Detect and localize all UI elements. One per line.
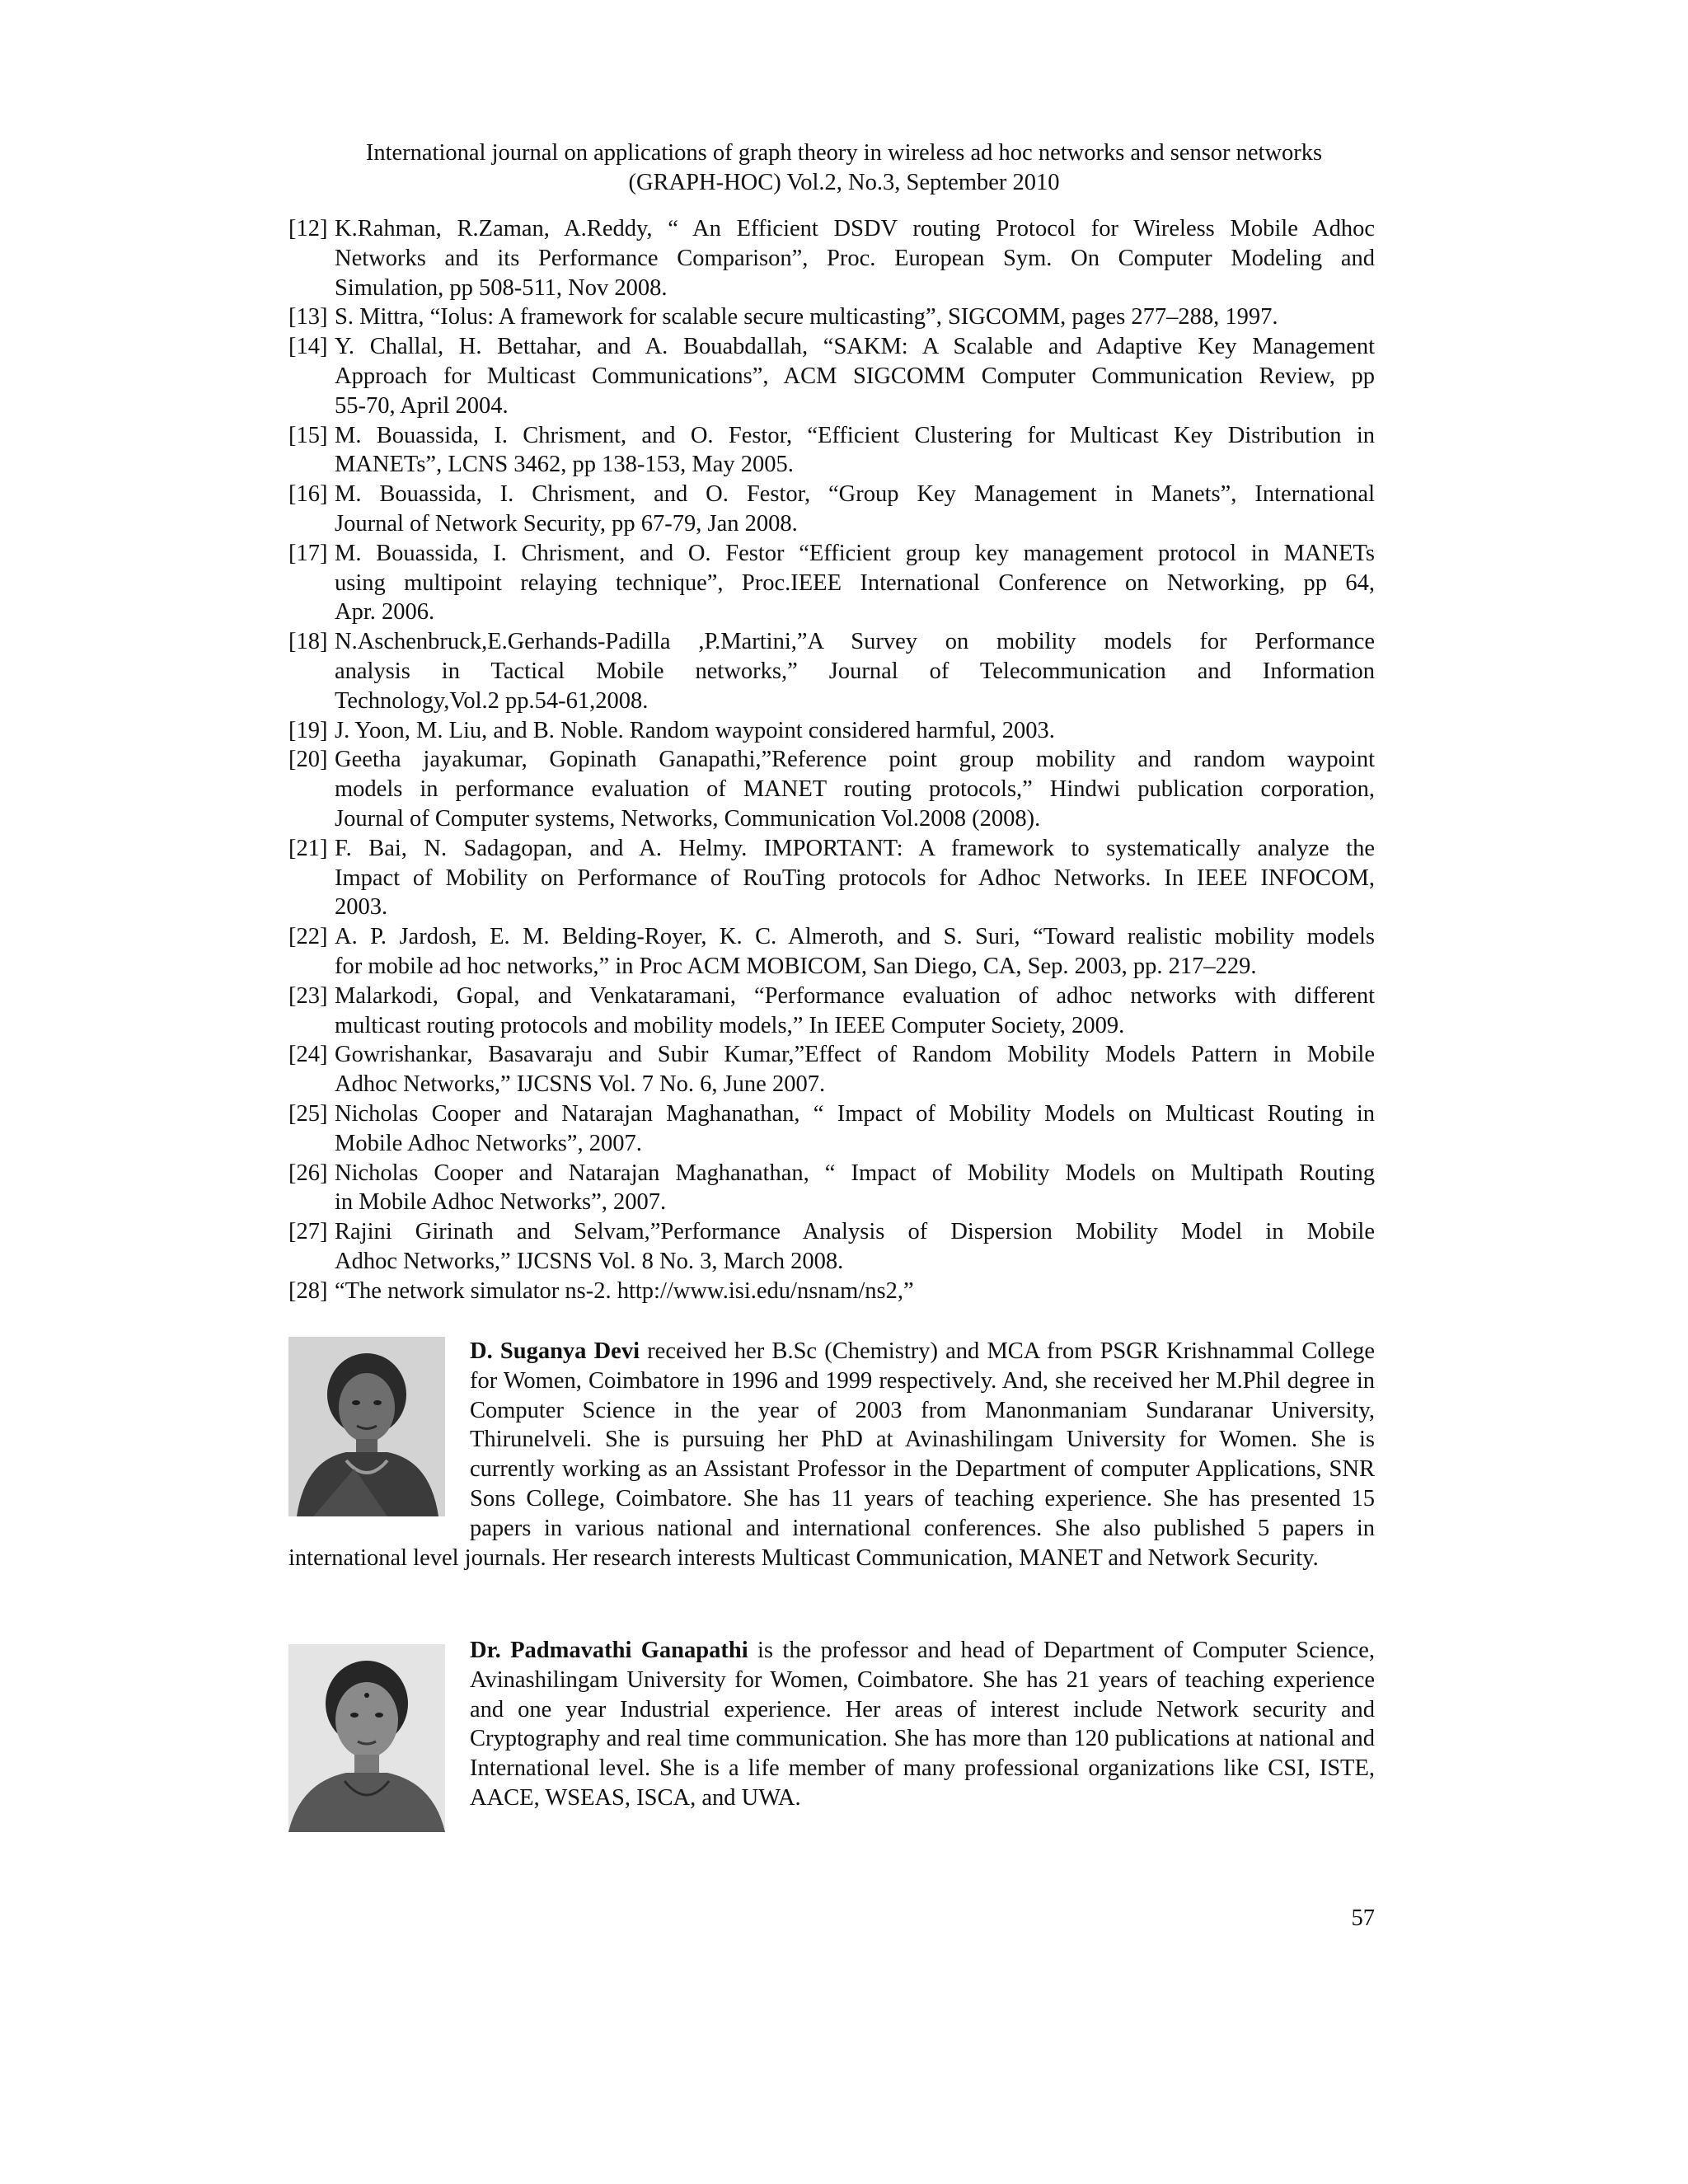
reference-text [335, 1159, 1375, 1218]
author-bio-text-2: is the professor and head of Department of Computer Science, Avinashilingam University for Women, Coimbatore. She has 21 years of teaching experience and one year Industrial experience. Her areas of interest include Network security and Cryptography and real time communication. She has more than 120 publications at national and International level. She is a life member of many professional organizations like CSI, ISTE, AACE, WSEAS, ISCA, and UWA. [470, 1638, 1375, 1811]
reference-line: Apr. 2006. [335, 599, 435, 626]
reference-line: Networks and its Performance Comparison”, Proc. European Sym. On Computer Modeling and [335, 245, 1375, 271]
author-bio-text-1: received her B.Sc (Chemistry) and MCA from PSGR Krishnammal College for Women, Coimbatore in 1996 and 1999 respectively. And, she received her M.Phil degree in Computer Science in the year of 2003 from Manonmaniam Sundaranar University, Thirunelveli. She is pursuing her PhD at Avinashilingam University for Women. She is currently working as an Assistant Professor in the Department of computer Applications, SNR Sons College, Coimbatore. She has 11 years of teaching experience. She has presented 15 papers in various national and international conferences. She also published 5 papers in international level journals. Her research interests Multicast Communication, MANET and Network Security. [288, 1338, 1375, 1571]
reference-number: [27] [288, 1219, 328, 1245]
reference-text [335, 745, 1375, 833]
reference-item [288, 745, 1375, 833]
reference-line: MANETs”, LCNS 3462, pp 138-153, May 2005. [335, 452, 794, 478]
reference-line: multicast routing protocols and mobility models,” In IEEE Computer Society, 2009. [335, 1012, 1125, 1038]
reference-list [288, 214, 1375, 1305]
reference-item [288, 421, 1375, 480]
reference-item [288, 332, 1375, 420]
reference-item [288, 834, 1375, 922]
journal-header-line1: International journal on applications of graph theory in wireless ad hoc networks and sensor networks [365, 140, 1323, 166]
reference-line: Simulation, pp 508-511, Nov 2008. [335, 274, 668, 301]
reference-line: M. Bouassida, I. Chrisment, and O. Festor, “Group Key Management in Manets”, International [335, 481, 1375, 508]
reference-text [335, 214, 1375, 302]
reference-number: [19] [288, 717, 328, 743]
reference-item [288, 539, 1375, 627]
reference-item [288, 982, 1375, 1041]
author-name-1: D. Suganya Devi [470, 1338, 640, 1364]
author-photo-2 [288, 1644, 445, 1832]
reference-text [335, 539, 1375, 627]
reference-line: N.Aschenbruck,E.Gerhands-Padilla ,P.Martini,”A Survey on mobility models for Performance [335, 629, 1375, 655]
reference-line: Gowrishankar, Basavaraju and Subir Kumar,”Effect of Random Mobility Models Pattern in Mobile [335, 1042, 1375, 1068]
reference-number: [28] [288, 1277, 328, 1304]
reference-item [288, 922, 1375, 982]
reference-number: [17] [288, 540, 328, 566]
reference-item [288, 1099, 1375, 1159]
reference-line: Impact of Mobility on Performance of RouTing protocols for Adhoc Networks. In IEEE INFOCOM, [335, 865, 1375, 891]
author-bio-1 [288, 1337, 1375, 1572]
reference-number: [24] [288, 1042, 328, 1068]
reference-line: Approach for Multicast Communications”, ACM SIGCOMM Computer Communication Review, pp [335, 363, 1375, 389]
reference-line: analysis in Tactical Mobile networks,” Journal of Telecommunication and Information [335, 658, 1375, 684]
reference-line: using multipoint relaying technique”, Proc.IEEE International Conference on Networking, pp 64, [335, 569, 1375, 596]
reference-line: Adhoc Networks,” IJCSNS Vol. 8 No. 3, March 2008. [335, 1248, 844, 1274]
reference-line: J. Yoon, M. Liu, and B. Noble. Random waypoint considered harmful, 2003. [335, 717, 1055, 743]
reference-line: S. Mittra, “Iolus: A framework for scalable secure multicasting”, SIGCOMM, pages 277–288, 1997. [335, 304, 1278, 330]
reference-line: Nicholas Cooper and Natarajan Maghanathan, “ Impact of Mobility Models on Multipath Routing [335, 1160, 1375, 1186]
reference-text [335, 982, 1375, 1041]
reference-text [335, 421, 1375, 480]
reference-text [335, 922, 1375, 982]
reference-item [288, 627, 1375, 715]
reference-line: for mobile ad hoc networks,” in Proc ACM MOBICOM, San Diego, CA, Sep. 2003, pp. 217–229. [335, 953, 1257, 979]
reference-text [335, 332, 1375, 420]
reference-number: [20] [288, 747, 328, 773]
reference-item [288, 1040, 1375, 1099]
reference-text [335, 1277, 1375, 1306]
reference-number: [21] [288, 835, 328, 861]
reference-item [288, 1277, 1375, 1306]
reference-line: Malarkodi, Gopal, and Venkataramani, “Performance evaluation of adhoc networks with different [335, 982, 1375, 1009]
author-bio-2 [288, 1636, 1375, 1835]
reference-number: [22] [288, 924, 328, 950]
reference-item [288, 480, 1375, 539]
reference-line: Journal of Network Security, pp 67-79, Jan 2008. [335, 510, 798, 537]
reference-item [288, 716, 1375, 746]
reference-line: F. Bai, N. Sadagopan, and A. Helmy. IMPORTANT: A framework to systematically analyze the [335, 835, 1375, 861]
reference-line: M. Bouassida, I. Chrisment, and O. Festor “Efficient group key management protocol in MANETs [335, 540, 1375, 566]
reference-line: Mobile Adhoc Networks”, 2007. [335, 1130, 642, 1156]
reference-line: M. Bouassida, I. Chrisment, and O. Festor, “Efficient Clustering for Multicast Key Distribution in [335, 422, 1375, 448]
reference-line: Adhoc Networks,” IJCSNS Vol. 7 No. 6, June 2007. [335, 1071, 826, 1098]
reference-item [288, 1217, 1375, 1277]
reference-line: Rajini Girinath and Selvam,”Performance Analysis of Dispersion Mobility Model in Mobile [335, 1219, 1375, 1245]
journal-header [247, 138, 1441, 198]
reference-line: 2003. [335, 894, 388, 921]
reference-line: Technology,Vol.2 pp.54-61,2008. [335, 687, 649, 714]
reference-number: [26] [288, 1160, 328, 1186]
reference-number: [18] [288, 629, 328, 655]
reference-text [335, 1099, 1375, 1159]
reference-text [335, 1040, 1375, 1099]
reference-line: in Mobile Adhoc Networks”, 2007. [335, 1189, 667, 1216]
reference-item [288, 214, 1375, 302]
reference-line: 55-70, April 2004. [335, 392, 509, 419]
reference-line: Nicholas Cooper and Natarajan Maghanathan, “ Impact of Mobility Models on Multicast Routing in [335, 1100, 1375, 1127]
reference-line: “The network simulator ns-2. http://www.isi.edu/nsnam/ns2,” [335, 1277, 914, 1304]
reference-text [335, 1217, 1375, 1277]
reference-line: Journal of Computer systems, Networks, Communication Vol.2008 (2008). [335, 805, 1041, 832]
reference-item [288, 302, 1375, 332]
reference-number: [14] [288, 334, 328, 360]
reference-number: [16] [288, 481, 328, 508]
reference-text [335, 302, 1375, 332]
reference-line: K.Rahman, R.Zaman, A.Reddy, “ An Efficient DSDV routing Protocol for Wireless Mobile Adhoc [335, 216, 1375, 241]
reference-line: Y. Challal, H. Bettahar, and A. Bouabdallah, “SAKM: A Scalable and Adaptive Key Management [335, 334, 1375, 360]
reference-line: A. P. Jardosh, E. M. Belding-Royer, K. C. Almeroth, and S. Suri, “Toward realistic mobility models [335, 924, 1375, 950]
reference-text [335, 480, 1375, 539]
reference-line: Geetha jayakumar, Gopinath Ganapathi,”Reference point group mobility and random waypoint [335, 747, 1375, 773]
reference-text [335, 834, 1375, 922]
reference-text [335, 716, 1375, 746]
reference-line: models in performance evaluation of MANET routing protocols,” Hindwi publication corporation, [335, 776, 1375, 803]
reference-number: [13] [288, 304, 328, 330]
reference-number: [12] [288, 216, 328, 241]
page-number: 57 [1351, 1905, 1375, 1931]
author-name-2: Dr. Padmavathi Ganapathi [470, 1638, 748, 1663]
author-photo-1 [288, 1337, 445, 1516]
journal-header-line2: (GRAPH-HOC) Vol.2, No.3, September 2010 [628, 170, 1060, 195]
reference-text [335, 627, 1375, 715]
reference-number: [15] [288, 422, 328, 448]
reference-number: [25] [288, 1100, 328, 1127]
reference-item [288, 1159, 1375, 1218]
reference-number: [23] [288, 982, 328, 1009]
